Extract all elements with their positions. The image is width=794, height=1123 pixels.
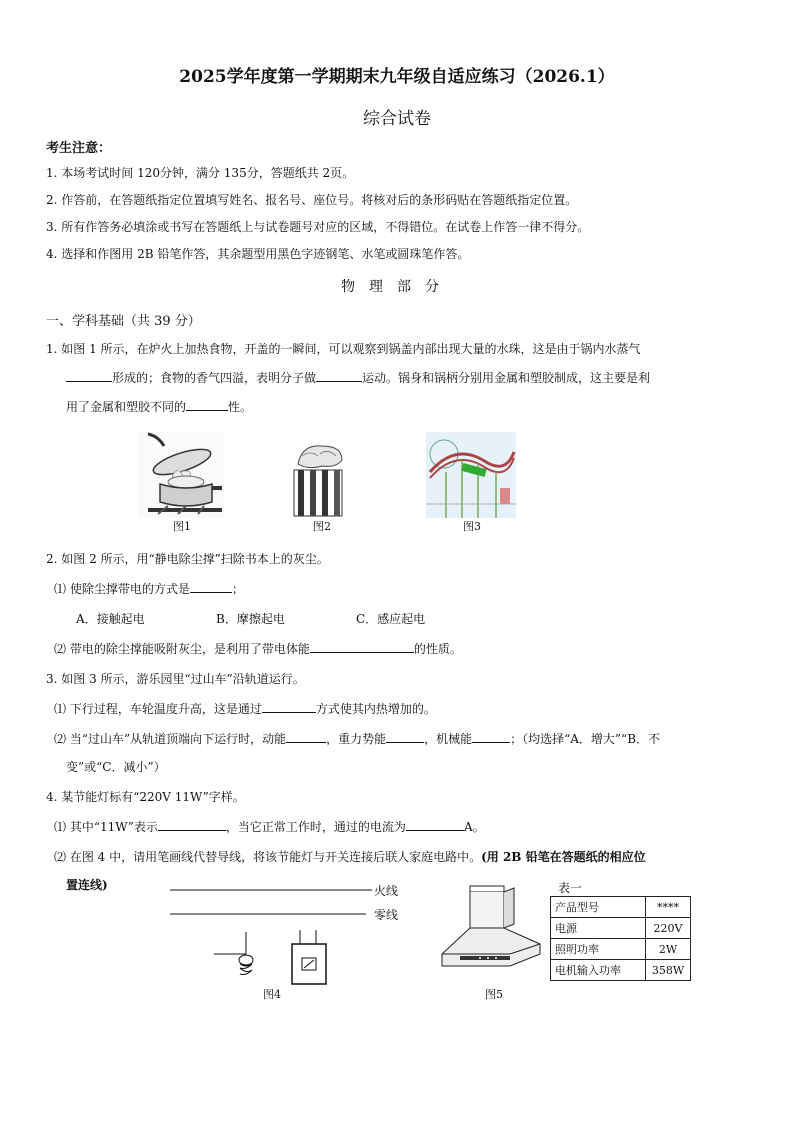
q4-sub2-cont: 置连线) bbox=[66, 878, 108, 892]
q4-sub1: ⑴ 其中“11W”表示 ，当它正常工作时，通过的电流为 A。 bbox=[54, 820, 485, 834]
live-wire-label: 火线 bbox=[374, 884, 399, 898]
answer-blank[interactable] bbox=[472, 730, 510, 743]
table-cell: 电源 bbox=[551, 918, 646, 939]
notice-item: 2. 作答前，在答题纸指定位置填写姓名、报名号、座位号。将核对后的条形码贴在答题纸指定位置。 bbox=[46, 193, 578, 207]
q2-sub2: ⑵ 带电的除尘撑能吸附灰尘，是利用了带电体能 的性质。 bbox=[54, 642, 462, 656]
q2-option-c: C．感应起电 bbox=[356, 612, 426, 626]
exam-title: 2025学年度第一学期期末九年级自适应练习（2026.1） bbox=[179, 67, 615, 87]
figure-4-circuit[interactable] bbox=[170, 884, 380, 988]
table-row bbox=[551, 960, 691, 981]
q2-stem: 2. 如图 2 所示，用“静电除尘撑”扫除书本上的灰尘。 bbox=[46, 552, 329, 566]
q1-line2: 形成的；食物的香气四溢，表明分子做 运动。锅身和锅柄分别用金属和塑胶制成，这主要是利 bbox=[66, 369, 650, 386]
q2-option-b: B．摩擦起电 bbox=[216, 612, 285, 626]
notice-heading: 考生注意： bbox=[46, 141, 112, 156]
q3-stem: 3. 如图 3 所示，游乐园里“过山车”沿轨道运行。 bbox=[46, 672, 305, 686]
table-cell: 产品型号 bbox=[551, 897, 646, 918]
notice-item: 4. 选择和作图用 2B 铅笔作答，其余题型用黑色字迹钢笔、水笔或圆珠笔作答。 bbox=[46, 247, 470, 261]
table-cell: 220V bbox=[646, 918, 691, 939]
q3-sub2: ⑵ 当“过山车”从轨道顶端向下运行时，动能 ，重力势能 ，机械能 ；（均选择“A．增大”“B．不 bbox=[54, 732, 661, 746]
table-cell: 电机输入功率 bbox=[551, 960, 646, 981]
exam-subtitle: 综合试卷 bbox=[363, 109, 431, 129]
answer-blank[interactable] bbox=[386, 730, 424, 743]
figure-5-caption: 图5 bbox=[485, 988, 503, 1001]
answer-blank[interactable] bbox=[66, 369, 112, 382]
figure-1-cooking-pot bbox=[138, 432, 224, 518]
table-1-caption: 表一 bbox=[558, 881, 583, 895]
figure-2-caption: 图2 bbox=[313, 520, 331, 533]
q4-sub2: ⑵ 在图 4 中，请用笔画线代替导线，将该节能灯与开关连接后联人家庭电路中。(用 2B 铅笔在答题纸的相应位 bbox=[54, 850, 646, 864]
figure-3-caption: 图3 bbox=[463, 520, 481, 533]
notice-item: 1. 本场考试时间 120分钟，满分 135分，答题纸共 2页。 bbox=[46, 166, 355, 180]
notice-item: 3. 所有作答务必填涂或书写在答题纸上与试卷题号对应的区域，不得错位。在试卷上作答一律不得分。 bbox=[46, 220, 590, 234]
answer-blank[interactable] bbox=[316, 369, 362, 382]
neutral-wire-label: 零线 bbox=[374, 908, 399, 922]
figure-3-roller-coaster bbox=[426, 432, 516, 518]
figure-1-caption: 图1 bbox=[173, 520, 191, 533]
q3-sub1: ⑴ 下行过程，车轮温度升高，这是通过 方式使其内热增加的。 bbox=[54, 702, 436, 716]
answer-blank[interactable] bbox=[158, 818, 226, 831]
table-row bbox=[551, 939, 691, 960]
figure-4-caption: 图4 bbox=[263, 988, 281, 1001]
part-heading: 一、学科基础（共 39 分） bbox=[46, 314, 201, 329]
q1-line1: 1. 如图 1 所示，在炉火上加热食物，开盖的一瞬间，可以观察到锅盖内部出现大量的水珠，这是由于锅内水蒸气 bbox=[46, 342, 641, 356]
table-row bbox=[551, 918, 691, 939]
table-cell: 358W bbox=[646, 960, 691, 981]
answer-blank[interactable] bbox=[310, 640, 414, 653]
q1-line3: 用了金属和塑胶不同的 性。 bbox=[66, 400, 253, 414]
table-cell: 照明功率 bbox=[551, 939, 646, 960]
q2-sub1: ⑴ 使除尘撑带电的方式是 ； bbox=[54, 582, 244, 596]
answer-blank[interactable] bbox=[186, 398, 228, 411]
table-row bbox=[551, 897, 691, 918]
section-title: 物理部分 bbox=[341, 279, 453, 295]
table-cell: 2W bbox=[646, 939, 691, 960]
answer-blank[interactable] bbox=[262, 700, 316, 713]
answer-blank[interactable] bbox=[406, 818, 464, 831]
q2-option-a: A．接触起电 bbox=[76, 612, 145, 626]
answer-blank[interactable] bbox=[286, 730, 326, 743]
answer-blank[interactable] bbox=[190, 580, 232, 593]
table-1 bbox=[550, 896, 691, 981]
q3-sub2-cont: 变”或“C．减小”） bbox=[66, 760, 166, 774]
table-cell: **** bbox=[646, 897, 691, 918]
figure-5-range-hood bbox=[440, 884, 544, 980]
figure-2-duster bbox=[292, 434, 348, 518]
q4-stem: 4. 某节能灯标有“220V 11W”字样。 bbox=[46, 790, 245, 804]
